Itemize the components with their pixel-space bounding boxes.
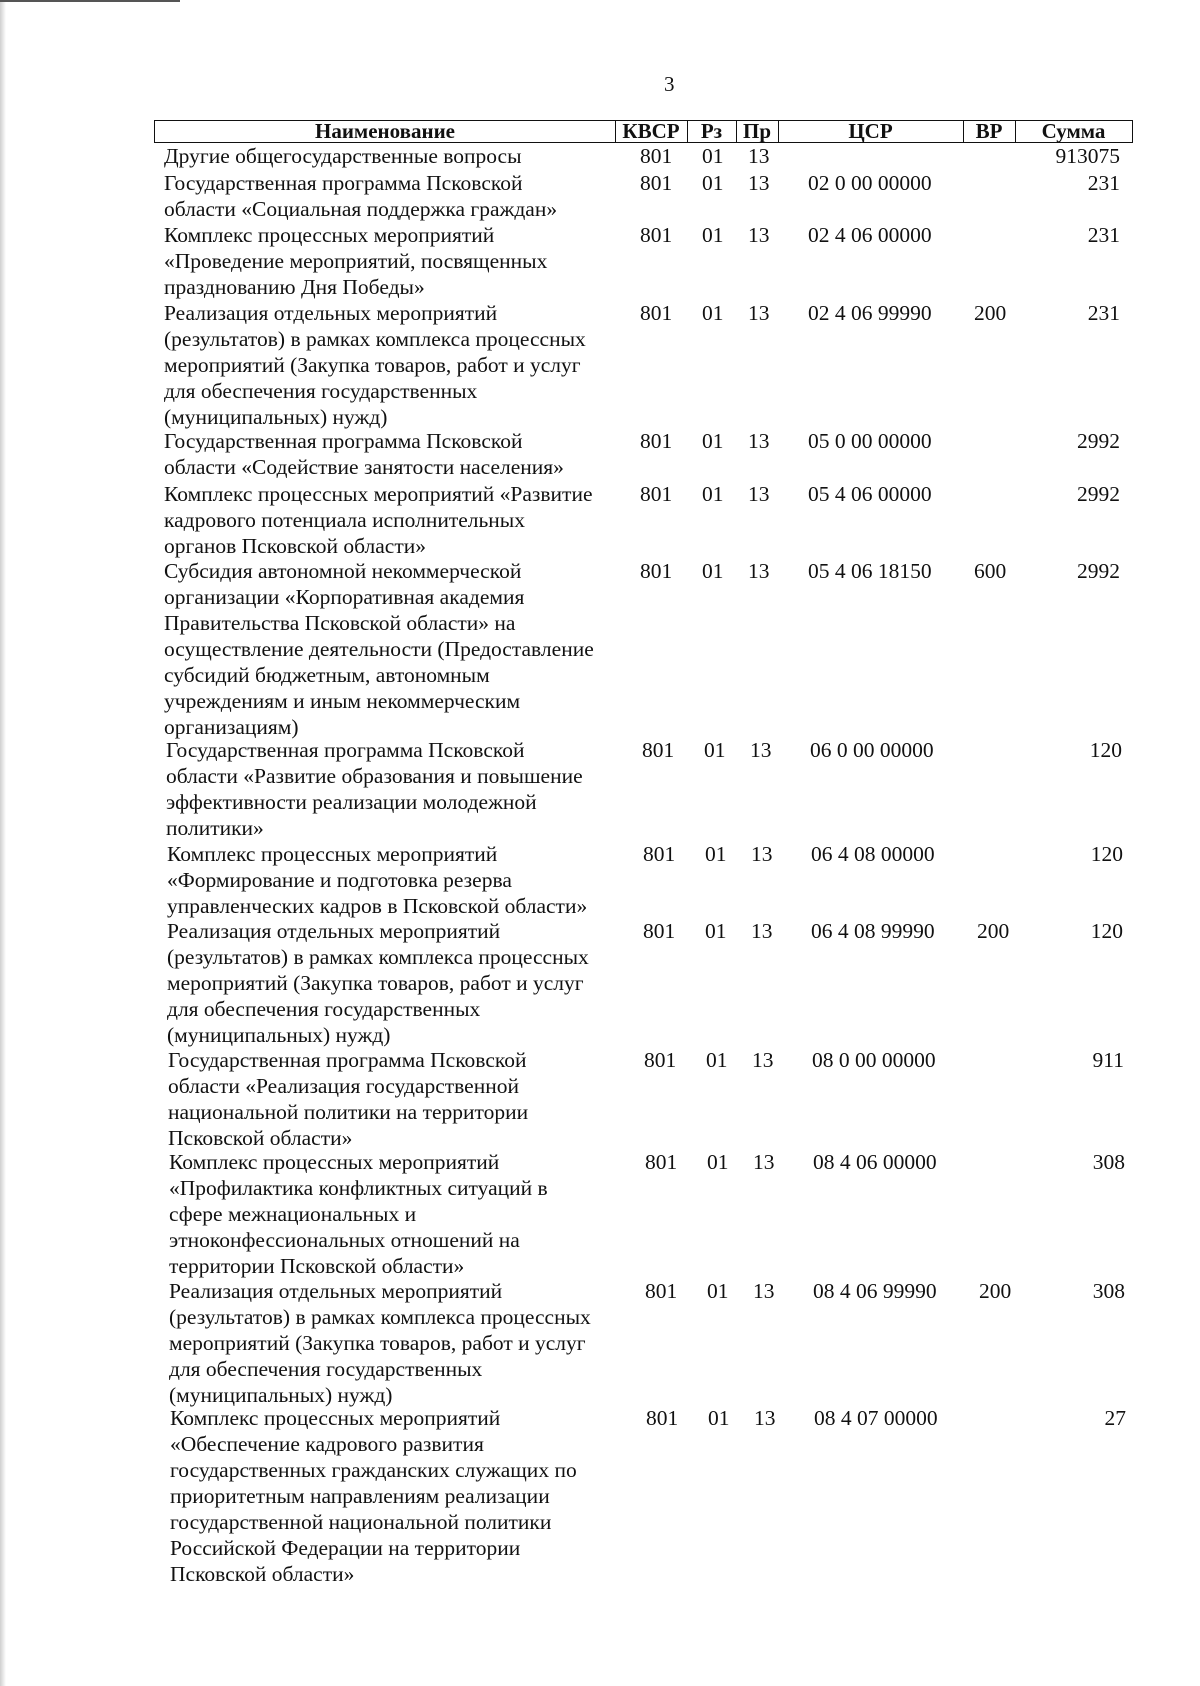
cell-kvsr: 801: [643, 919, 676, 943]
cell-sum: 2992: [1077, 429, 1120, 453]
cell-name: Государственная программа Псковской области «Социальная поддержка граждан»: [164, 171, 558, 221]
cell-pr: 13: [751, 842, 773, 866]
cell-kvsr: 801: [645, 1279, 678, 1303]
cell-name: Государственная программа Псковской области «Развитие образования и повышение эффективности реализации молодежной политики»: [166, 738, 583, 840]
cell-kvsr: 801: [640, 559, 673, 583]
cell-rz: 01: [704, 738, 726, 762]
cell-csr: 08 4 07 00000: [814, 1406, 938, 1430]
cell-name: Комплекс процессных мероприятий «Обеспечение кадрового развития государственных гражданских служащих по приоритетным направлениям реализации государственной национальной политики Российской Федерации на территории Псковской области»: [170, 1406, 577, 1586]
cell-csr: 08 4 06 99990: [813, 1279, 937, 1303]
header-name: Наименование: [154, 120, 616, 143]
cell-pr: 13: [748, 223, 770, 247]
cell-name: Комплекс процессных мероприятий «Формирование и подготовка резерва управленческих кадров в Псковской области»: [167, 842, 588, 918]
cell-sum: 120: [1090, 919, 1123, 943]
cell-name: Другие общегосударственные вопросы: [164, 144, 522, 168]
cell-rz: 01: [707, 1150, 729, 1174]
cell-pr: 13: [751, 919, 773, 943]
cell-csr: 05 4 06 00000: [808, 482, 932, 506]
cell-pr: 13: [748, 171, 770, 195]
cell-pr: 13: [748, 482, 770, 506]
cell-kvsr: 801: [640, 144, 673, 168]
cell-pr: 13: [750, 738, 772, 762]
cell-pr: 13: [748, 429, 770, 453]
cell-csr: 02 4 06 00000: [808, 223, 932, 247]
cell-csr: 06 4 08 99990: [811, 919, 935, 943]
cell-csr: 08 4 06 00000: [813, 1150, 937, 1174]
cell-csr: 05 0 00 00000: [808, 429, 932, 453]
cell-rz: 01: [706, 1048, 728, 1072]
cell-sum: 231: [1087, 171, 1120, 195]
cell-name: Комплекс процессных мероприятий «Проведение мероприятий, посвященных празднованию Дня Победы»: [164, 223, 548, 299]
cell-csr: 08 0 00 00000: [812, 1048, 936, 1072]
cell-rz: 01: [702, 301, 724, 325]
cell-kvsr: 801: [642, 738, 675, 762]
cell-name: Субсидия автономной некоммерческой организации «Корпоративная академия Правительства Псковской области» на осуществление деятельности (Предоставление субсидий бюджетным, автономным учреждениям и иным некоммерческим организациям): [164, 559, 594, 739]
cell-rz: 01: [702, 559, 724, 583]
cell-csr: 06 0 00 00000: [810, 738, 934, 762]
header-rz: Рз: [687, 120, 737, 143]
cell-pr: 13: [748, 301, 770, 325]
cell-sum: 913075: [1055, 144, 1120, 168]
cell-name: Реализация отдельных мероприятий (результатов) в рамках комплекса процессных мероприятий (Закупка товаров, работ и услуг для обеспечения государственных (муниципальных) нужд): [167, 919, 589, 1047]
cell-pr: 13: [753, 1150, 775, 1174]
cell-rz: 01: [702, 144, 724, 168]
cell-sum: 27: [1104, 1406, 1126, 1430]
cell-csr: 05 4 06 18150: [808, 559, 932, 583]
cell-name: Комплекс процессных мероприятий «Профилактика конфликтных ситуаций в сфере межнациональных и этноконфессиональных отношений на территории Псковской области»: [169, 1150, 548, 1278]
cell-pr: 13: [754, 1406, 776, 1430]
cell-sum: 308: [1092, 1150, 1125, 1174]
cell-pr: 13: [753, 1279, 775, 1303]
cell-pr: 13: [748, 144, 770, 168]
cell-vr: 200: [974, 301, 1007, 325]
cell-vr: 600: [974, 559, 1007, 583]
cell-sum: 231: [1087, 223, 1120, 247]
cell-csr: 02 0 00 00000: [808, 171, 932, 195]
cell-kvsr: 801: [640, 223, 673, 247]
cell-kvsr: 801: [643, 842, 676, 866]
cell-sum: 911: [1092, 1048, 1124, 1072]
cell-rz: 01: [702, 482, 724, 506]
cell-name: Государственная программа Псковской области «Содействие занятости населения»: [164, 429, 564, 479]
cell-rz: 01: [705, 842, 727, 866]
cell-name: Реализация отдельных мероприятий (результатов) в рамках комплекса процессных мероприятий (Закупка товаров, работ и услуг для обеспечения государственных (муниципальных) нужд): [169, 1279, 591, 1407]
cell-rz: 01: [707, 1279, 729, 1303]
cell-pr: 13: [752, 1048, 774, 1072]
header-kvsr: КВСР: [615, 120, 688, 143]
header-sum: Сумма: [1015, 120, 1133, 143]
cell-kvsr: 801: [645, 1150, 678, 1174]
cell-csr: 06 4 08 00000: [811, 842, 935, 866]
cell-kvsr: 801: [644, 1048, 677, 1072]
cell-rz: 01: [702, 171, 724, 195]
header-vr: ВР: [963, 120, 1016, 143]
cell-kvsr: 801: [646, 1406, 679, 1430]
cell-pr: 13: [748, 559, 770, 583]
cell-sum: 2992: [1077, 559, 1120, 583]
cell-sum: 231: [1087, 301, 1120, 325]
cell-kvsr: 801: [640, 171, 673, 195]
cell-kvsr: 801: [640, 429, 673, 453]
scan-edge-line: [0, 0, 180, 2]
header-csr: ЦСР: [778, 120, 964, 143]
cell-sum: 120: [1089, 738, 1122, 762]
page-number: 3: [664, 72, 675, 96]
cell-sum: 120: [1090, 842, 1123, 866]
cell-name: Государственная программа Псковской области «Реализация государственной национальной политики на территории Псковской области»: [168, 1048, 529, 1150]
cell-sum: 308: [1092, 1279, 1125, 1303]
cell-vr: 200: [979, 1279, 1012, 1303]
cell-rz: 01: [702, 429, 724, 453]
cell-vr: 200: [977, 919, 1010, 943]
cell-kvsr: 801: [640, 301, 673, 325]
header-pr: Пр: [736, 120, 779, 143]
cell-name: Комплекс процессных мероприятий «Развитие кадрового потенциала исполнительных органов Псковской области»: [164, 482, 593, 558]
cell-rz: 01: [702, 223, 724, 247]
cell-rz: 01: [705, 919, 727, 943]
cell-kvsr: 801: [640, 482, 673, 506]
cell-rz: 01: [708, 1406, 730, 1430]
cell-sum: 2992: [1077, 482, 1120, 506]
cell-csr: 02 4 06 99990: [808, 301, 932, 325]
cell-name: Реализация отдельных мероприятий (результатов) в рамках комплекса процессных мероприятий (Закупка товаров, работ и услуг для обеспечения государственных (муниципальных) нужд): [164, 301, 586, 429]
scan-edge: [0, 0, 6, 1686]
